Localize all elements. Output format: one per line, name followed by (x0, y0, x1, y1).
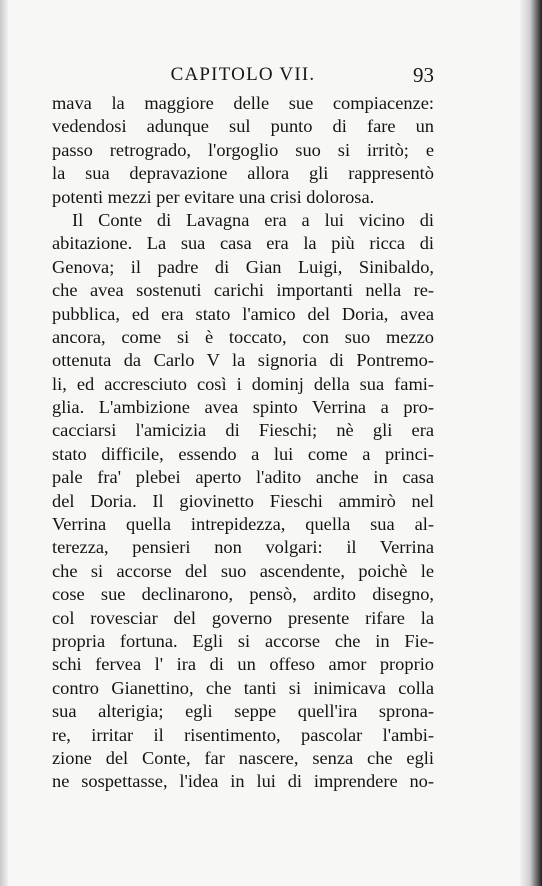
text-line: propria fortuna. Egli si accorse che in Fie- (52, 630, 434, 651)
text-line: cacciarsi l'amicizia di Fieschi; nè gli era (52, 420, 434, 441)
text-line: passo retrogrado, l'orgoglio suo si irritò; e (52, 139, 434, 160)
text-line: che si accorse del suo ascendente, poichè le (52, 560, 434, 581)
text-line: pale fra' plebei aperto l'adito anche in casa (52, 467, 434, 488)
text-line: abitazione. La sua casa era la più ricca di (52, 233, 434, 254)
text-line: stato difficile, essendo a lui come a princi- (52, 443, 434, 464)
text-line: sua alterigia; egli seppe quell'ira sprona- (52, 701, 434, 722)
text-line: zione del Conte, far nascere, senza che egli (52, 747, 434, 768)
text-line: Verrina quella intrepidezza, quella sua al- (52, 514, 434, 535)
text-line: del Doria. Il giovinetto Fieschi ammirò nel (52, 490, 434, 511)
text-line: che avea sostenuti carichi importanti nella re- (52, 280, 434, 301)
text-line: col rovesciar del governo presente rifare la (52, 607, 434, 628)
text-line: schi fervea l' ira di un offeso amor proprio (52, 654, 434, 675)
text-line: Genova; il padre di Gian Luigi, Sinibaldo, (52, 256, 434, 277)
text-line: ancora, come si è toccato, con suo mezzo (52, 326, 434, 347)
text-line: ottenuta da Carlo V la signoria di Pontremo- (52, 350, 434, 371)
page-left-edge (0, 0, 8, 886)
text-line: Il Conte di Lavagna era a lui vicino di (72, 209, 434, 230)
page-number: 93 (413, 63, 434, 87)
text-line: potenti mezzi per evitare una crisi dolorosa. (52, 186, 375, 207)
text-line: ne sospettasse, l'idea in lui di imprendere no- (52, 771, 434, 792)
text-line: li, ed accresciuto così i dominj della sua fami- (52, 373, 434, 394)
text-line: re, irritar il risentimento, pascolar l'ambi- (52, 724, 434, 745)
text-line: pubblica, ed era stato l'amico del Doria, avea (52, 303, 434, 324)
page-binding-shadow (520, 0, 542, 886)
text-line: la sua depravazione allora gli rappresentò (52, 163, 434, 184)
text-line: terezza, pensieri non volgari: il Verrina (52, 537, 434, 558)
text-line: vedendosi adunque sul punto di fare un (52, 116, 434, 137)
running-head: CAPITOLO VII. (170, 64, 316, 85)
body-text (52, 92, 434, 794)
text-line: glia. L'ambizione avea spinto Verrina a pro- (52, 397, 434, 418)
text-line: contro Gianettino, che tanti si inimicava colla (52, 677, 434, 698)
text-line: mava la maggiore delle sue compiacenze: (52, 93, 434, 113)
text-line: cose sue declinarono, pensò, ardito disegno, (52, 584, 434, 605)
